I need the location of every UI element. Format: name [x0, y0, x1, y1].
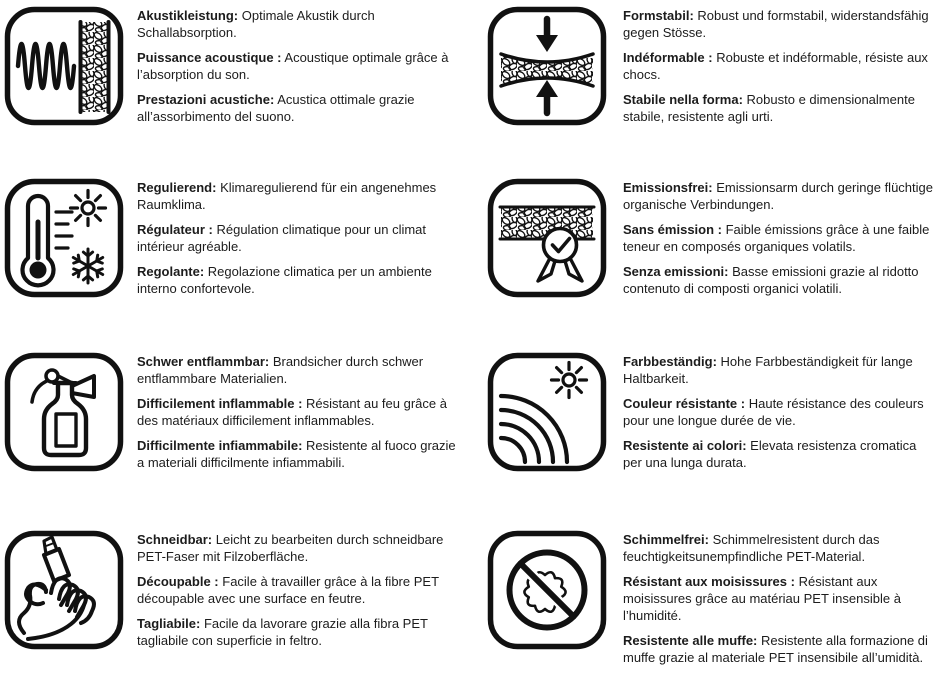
feature-label-it: Resistente alle muffe: [623, 633, 758, 648]
feature-desc-de: Brandsicher durch schwer entflammbare Materialien. [137, 354, 424, 386]
feature-desc-de: Hohe Farbbeständigkeit für lange Haltbarkeit. [623, 354, 913, 386]
feature-tile-emissions [468, 172, 936, 346]
feature-label-fr: Sans émission : [623, 222, 722, 237]
feature-text-block [137, 6, 459, 133]
feature-desc-de: Emissionsarm durch geringe flüchtige organische Verbindungen. [623, 180, 933, 212]
feature-desc-it: Basse emissioni grazie al ridotto contenuto di composti organici volatili. [623, 264, 919, 296]
paragraph-it [137, 263, 459, 297]
feature-tile-form-stability [468, 0, 936, 172]
feature-text-block [623, 6, 935, 133]
feature-label-de: Schimmelfrei: [623, 532, 709, 547]
feature-desc-it: Regolazione climatica per un ambiente interno confortevole. [137, 264, 432, 296]
low-emission-certificate-icon [487, 178, 607, 298]
feature-label-it: Regolante: [137, 264, 205, 279]
feature-tile-cuttable [0, 524, 468, 680]
feature-desc-de: Robust und formstabil, widerstandsfähig gegen Stösse. [623, 8, 929, 40]
feature-label-it: Difficilmente infiammabile: [137, 438, 303, 453]
paragraph-fr [137, 221, 459, 255]
feature-text-block [623, 352, 935, 479]
feature-label-fr: Difficilement inflammable : [137, 396, 303, 411]
feature-desc-it: Resistente al fuoco grazie a materiali difficilmente infiammabili. [137, 438, 456, 470]
feature-text-block [137, 352, 459, 479]
feature-label-de: Farbbeständig: [623, 354, 717, 369]
feature-tile-mold-free [468, 524, 936, 680]
paragraph-de [137, 353, 459, 387]
feature-label-de: Formstabil: [623, 8, 694, 23]
feature-desc-de: Optimale Akustik durch Schallabsorption. [137, 8, 375, 40]
feature-desc-fr: Résistant au feu grâce à des matériaux difficilement inflammables. [137, 396, 447, 428]
feature-desc-it: Acustica ottimale grazie all’assorbimento del suono. [137, 92, 415, 124]
feature-desc-de: Schimmelresistent durch das feuchtigkeitsunempfindliche PET-Material. [623, 532, 880, 564]
feature-label-de: Schwer entflammbar: [137, 354, 270, 369]
paragraph-de [623, 353, 935, 387]
feature-label-fr: Résistant aux moisissures : [623, 574, 795, 589]
paragraph-de [623, 531, 935, 565]
feature-desc-fr: Résistant aux moisissures grâce au matériau PET insensible à l’humidité. [623, 574, 901, 623]
compression-resistance-icon [487, 6, 607, 126]
sound-absorption-icon [4, 6, 124, 126]
feature-tile-flame-retardant [0, 346, 468, 524]
feature-tile-climate [0, 172, 468, 346]
feature-label-fr: Couleur résistante : [623, 396, 746, 411]
feature-desc-de: Klimaregulierend für ein angenehmes Raumklima. [137, 180, 437, 212]
paragraph-fr [623, 395, 935, 429]
feature-desc-fr: Facile à travailler grâce à la fibre PET découpable avec une surface en feutre. [137, 574, 439, 606]
feature-label-it: Tagliabile: [137, 616, 201, 631]
feature-desc-fr: Faible émissions grâce à une faible teneur en composés organiques volatils. [623, 222, 930, 254]
feature-label-de: Akustikleistung: [137, 8, 239, 23]
hand-cutter-icon [4, 530, 124, 650]
paragraph-it [137, 437, 459, 471]
paragraph-de [137, 7, 459, 41]
feature-label-fr: Indéformable : [623, 50, 713, 65]
feature-label-it: Senza emissioni: [623, 264, 729, 279]
paragraph-de [623, 179, 935, 213]
feature-desc-it: Facile da lavorare grazie alla fibra PET tagliabile con superficie in feltro. [137, 616, 428, 648]
paragraph-fr [623, 573, 935, 624]
feature-tile-acoustics [0, 0, 468, 172]
feature-desc-fr: Haute résistance des couleurs pour une longue durée de vie. [623, 396, 924, 428]
paragraph-it [623, 437, 935, 471]
paragraph-de [137, 179, 459, 213]
paragraph-it [623, 91, 935, 125]
paragraph-it [623, 632, 935, 666]
paragraph-it [623, 263, 935, 297]
paragraph-de [137, 531, 459, 565]
feature-desc-fr: Régulation climatique pour un climat intérieur agréable. [137, 222, 427, 254]
paragraph-fr [623, 221, 935, 255]
feature-desc-fr: Robuste et indéformable, résiste aux chocs. [623, 50, 928, 82]
fire-extinguisher-icon [4, 352, 124, 472]
climate-regulation-icon [4, 178, 124, 298]
feature-desc-de: Leicht zu bearbeiten durch schneidbare PET-Faser mit Filzoberfläche. [137, 532, 444, 564]
feature-label-de: Schneidbar: [137, 532, 213, 547]
paragraph-fr [623, 49, 935, 83]
feature-desc-fr: Acoustique optimale grâce à l’absorption du son. [137, 50, 449, 82]
feature-text-block [137, 178, 459, 305]
feature-text-block [137, 530, 459, 657]
feature-label-de: Regulierend: [137, 180, 217, 195]
feature-desc-it: Elevata resistenza cromatica per una lunga durata. [623, 438, 917, 470]
feature-label-de: Emissionsfrei: [623, 180, 713, 195]
feature-label-fr: Puissance acoustique : [137, 50, 282, 65]
feature-text-block [623, 530, 935, 674]
feature-label-it: Stabile nella forma: [623, 92, 743, 107]
no-mold-icon [487, 530, 607, 650]
paragraph-fr [137, 395, 459, 429]
feature-text-block [623, 178, 935, 305]
feature-desc-it: Robusto e dimensionalmente stabile, resistente agli urti. [623, 92, 915, 124]
feature-label-fr: Découpable : [137, 574, 219, 589]
feature-desc-it: Resistente alla formazione di muffe grazie al materiale PET insensibile all’umidità. [623, 633, 928, 665]
feature-tile-color-fastness [468, 346, 936, 524]
paragraph-fr [137, 573, 459, 607]
feature-label-it: Resistente ai colori: [623, 438, 747, 453]
paragraph-it [137, 91, 459, 125]
color-fastness-icon [487, 352, 607, 472]
paragraph-de [623, 7, 935, 41]
paragraph-fr [137, 49, 459, 83]
feature-label-it: Prestazioni acustiche: [137, 92, 275, 107]
feature-label-fr: Régulateur : [137, 222, 213, 237]
paragraph-it [137, 615, 459, 649]
